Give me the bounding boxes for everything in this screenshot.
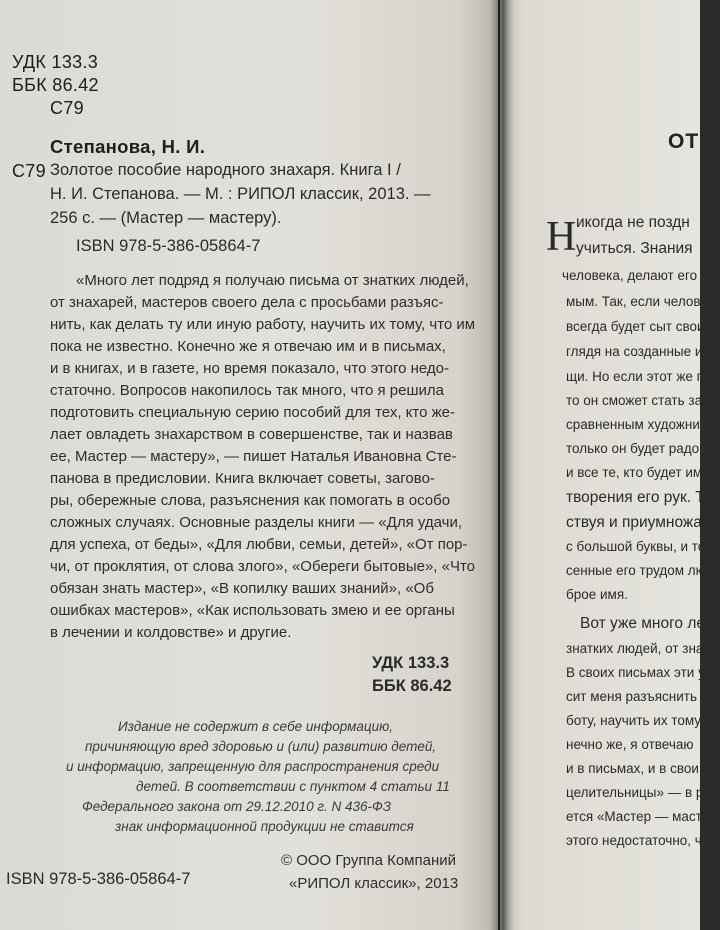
right-text-line: и все те, кто будет им — [566, 465, 703, 480]
isbn-bottom: ISBN 978-5-386-05864-7 — [6, 870, 191, 888]
annotation-line: пока не известно. Конечно же я отвечаю им и в письмах, — [50, 338, 446, 355]
copyright-line: © ООО Группа Компаний — [281, 852, 456, 869]
annotation-line: в лечении и колдовстве» и другие. — [50, 624, 292, 641]
right-text-line: мым. Так, если челов — [566, 294, 701, 309]
right-text-line: всегда будет сыт свои — [566, 319, 705, 334]
isbn: ISBN 978-5-386-05864-7 — [76, 237, 261, 255]
annotation-line: и в книгах, и в газете, но время показало, что этого недо- — [50, 360, 449, 377]
author-name: Степанова, Н. И. — [50, 136, 206, 157]
right-text-line: и в письмах, и в свои — [566, 761, 699, 776]
bbk-code: ББК 86.42 — [12, 75, 99, 95]
right-text-line: только он будет радо — [566, 441, 700, 456]
right-text-line: В своих письмах эти у — [566, 665, 705, 680]
right-text-line: боту, научить их тому, — [566, 713, 704, 728]
right-text-line: то он сможет стать зам — [566, 393, 712, 408]
right-text-line: творения его рук. Так — [566, 489, 720, 506]
annotation-line: для успеха, от беды», «Для любви, семьи, детей», «От пор- — [50, 536, 468, 553]
annotation-line: ошибках мастеров», «Как использовать змею и ее органы — [50, 602, 455, 619]
annotation-line: сложных случаях. Основные разделы книги — «Для удачи, — [50, 514, 463, 531]
right-text-line: Вот уже много лет — [580, 615, 712, 632]
right-text-line: ется «Мастер — масте — [566, 809, 710, 824]
right-text-line: ствуя и приумножая — [566, 514, 711, 531]
annotation-line: обязан знать мастер», «В копилку ваших знаний», «Об — [50, 580, 434, 597]
drop-cap: Н — [546, 214, 577, 260]
right-text-line: глядя на созданные им — [566, 344, 712, 359]
annotation-line: нить, как делать ту или иную работу, научить их тому, что им — [50, 316, 476, 333]
right-text-line: сравненным художник — [566, 417, 706, 432]
right-text-line: учиться. Знания — [576, 240, 693, 257]
copyright-line: «РИПОЛ классик», 2013 — [289, 875, 459, 892]
right-text-line: целительницы» — в р — [566, 785, 704, 800]
annotation-line: статочно. Вопросов накопилось так много, что я решила — [50, 382, 444, 399]
right-text-line: этого недостаточно, ч — [566, 833, 702, 848]
notice-line: причиняющую вред здоровью и (или) развитию детей, — [85, 739, 437, 754]
notice-line: знак информационной продукции не ставится — [115, 819, 414, 834]
annotation-line: ры, обережные слова, разъяснения как помогать в особо — [50, 492, 451, 509]
right-text-line: икогда не поздн — [576, 214, 690, 231]
notice-line: и информацию, запрещенную для распространения среди — [66, 759, 440, 774]
annotation-line: «Много лет подряд я получаю письма от знатких людей, — [76, 272, 469, 289]
right-text-line: человека, делают его — [562, 268, 698, 283]
notice-line: детей. В соответствии с пунктом 4 статьи 11 — [136, 779, 450, 794]
right-text-line: знатких людей, от зна — [566, 641, 704, 656]
right-text-line: щи. Но если этот же по — [566, 369, 712, 384]
annotation-line: ее, Мастер — мастеру», — пишет Наталья Ивановна Сте- — [50, 448, 457, 465]
notice-line: Издание не содержит в себе информацию, — [118, 719, 394, 734]
title-line-3: 256 с. — (Мастер — мастеру). — [50, 209, 282, 227]
title-line-1: Золотое пособие народного знахаря. Книга I / — [50, 161, 401, 179]
udk-code: УДК 133.3 — [12, 52, 99, 72]
chapter-heading: ОТ — [668, 130, 700, 153]
right-text-line: сенные его трудом лю — [566, 563, 706, 578]
book-spine — [490, 0, 514, 930]
author-code: С79 — [50, 98, 84, 118]
annotation-line: панова в предисловии. Книга включает советы, загово- — [50, 470, 435, 487]
annotation-line: чи, от проклятия, от слова злого», «Обереги бытовые», «Что — [50, 558, 476, 575]
author-code-margin: С79 — [12, 161, 46, 181]
right-text-line: брое имя. — [566, 587, 628, 602]
right-text-line: сит меня разъяснить — [566, 689, 697, 704]
annotation-line: лает овладеть знахарством в совершенстве, так и назвав — [50, 426, 453, 443]
right-text-line: нечно же, я отвечаю — [566, 737, 694, 752]
bbk-code-bottom: ББК 86.42 — [372, 677, 452, 695]
annotation-line: подготовить специальную серию пособий для тех, кто же- — [50, 404, 455, 421]
title-line-2: Н. И. Степанова. — М. : РИПОЛ классик, 2013. — — [50, 185, 431, 203]
udk-code-bottom: УДК 133.3 — [372, 654, 450, 672]
annotation-line: от знахарей, мастеров своего дела с просьбами разъяс- — [50, 294, 444, 311]
notice-line: Федерального закона от 29.12.2010 г. N 436-ФЗ — [82, 799, 392, 814]
right-text-line: с большой буквы, и тог — [566, 539, 711, 554]
